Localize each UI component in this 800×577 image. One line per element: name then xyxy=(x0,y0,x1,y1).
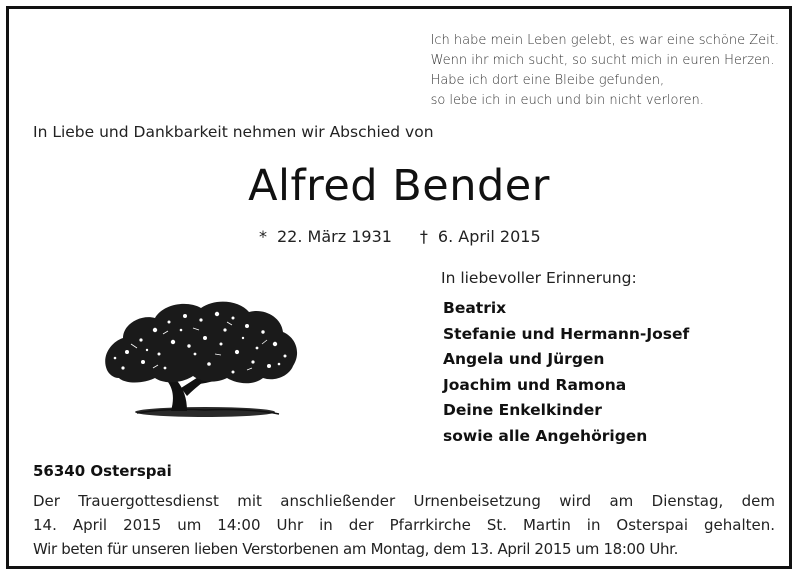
birth-date: 22. März 1931 xyxy=(277,227,392,246)
poem-line: Wenn ihr mich sucht, so sucht mich in euren Herzen. xyxy=(430,53,775,68)
notice-line: 14. April 2015 um 14:00 Uhr in der Pfarrkirche St. Martin in Osterspai gehalten. xyxy=(33,516,775,534)
poem xyxy=(431,31,779,111)
list-item: Joachim und Ramona xyxy=(443,375,627,394)
list-item: Deine Enkelkinder xyxy=(443,401,602,419)
poem-line: so lebe ich in euch und bin nicht verloren. xyxy=(430,93,704,108)
list-item: Stefanie und Hermann-Josef xyxy=(443,324,690,343)
location: 56340 Osterspai xyxy=(33,462,172,480)
poem-line: Habe ich dort eine Bleibe gefunden, xyxy=(430,73,665,88)
intro-text: In Liebe und Dankbarkeit nehmen wir Abschied von xyxy=(33,123,434,141)
death-date: 6. April 2015 xyxy=(437,227,541,246)
mourners-list xyxy=(443,296,689,449)
tree-icon xyxy=(97,292,305,422)
list-item: sowie alle Angehörigen xyxy=(443,426,648,445)
notice-line: Wir beten für unseren lieben Verstorbenen am Montag, dem 13. April 2015 um 18:00 Uhr. xyxy=(33,540,678,558)
list-item: Beatrix xyxy=(443,299,507,317)
deceased-name: Alfred Bender xyxy=(248,161,550,211)
memory-title: In liebevoller Erinnerung: xyxy=(441,269,637,287)
death-symbol: † xyxy=(419,227,428,246)
life-dates xyxy=(259,227,541,246)
birth-symbol: * xyxy=(259,227,267,246)
obituary-card xyxy=(6,6,792,569)
poem-line: Ich habe mein Leben gelebt, es war eine schöne Zeit. xyxy=(430,33,779,48)
service-notice xyxy=(33,489,775,561)
notice-line: Der Trauergottesdienst mit anschließender Urnenbeisetzung wird am Dienstag, dem xyxy=(33,492,775,510)
list-item: Angela und Jürgen xyxy=(443,350,605,368)
